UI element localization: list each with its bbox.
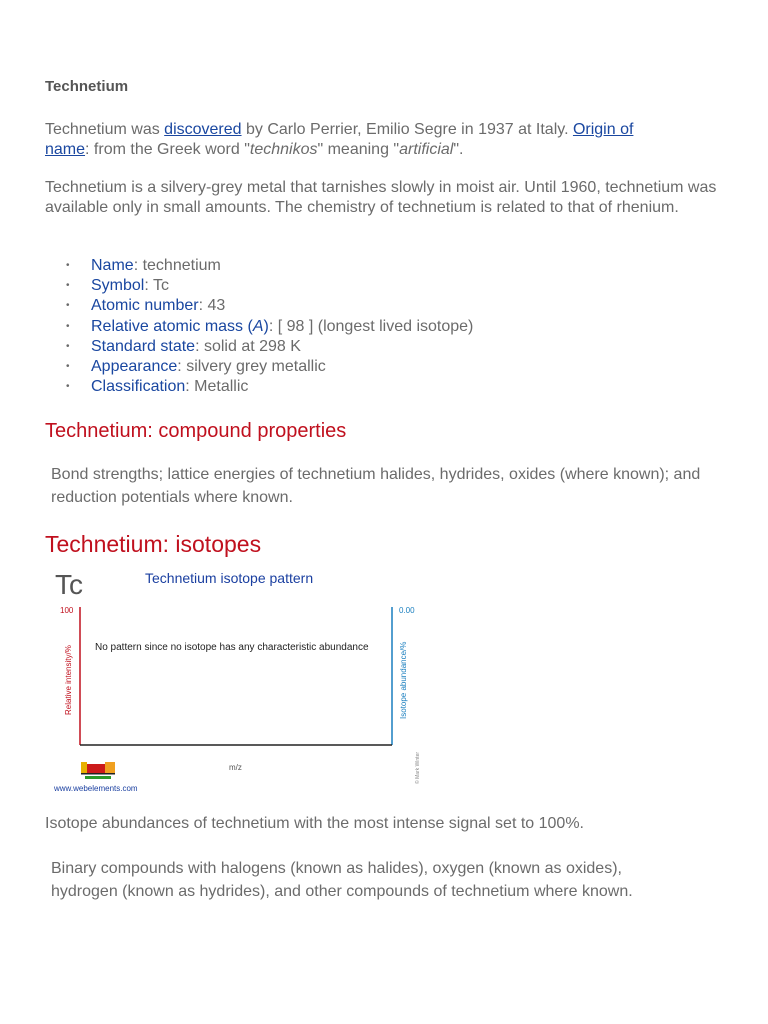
intro-text-3: : from the Greek word " — [85, 141, 250, 158]
binary-compounds-text: Binary compounds with halogens (known as halides), oxygen (known as oxides), hydrogen (known as hydrides), and other compounds of technetium where known. — [51, 860, 633, 900]
fact-key-atomic-mass-a[interactable]: Relative atomic mass ( — [91, 317, 253, 335]
periodic-table-icon — [81, 762, 115, 779]
isotope-chart-svg — [45, 562, 435, 802]
element-symbol: Tc — [55, 569, 83, 600]
intro-text-2: by Carlo Perrier, Emilio Segre in 1937 at Italy. — [241, 121, 573, 138]
bullet-icon: • — [66, 280, 70, 292]
page-heading: Technetium — [45, 78, 129, 95]
greek-word: technikos — [249, 141, 318, 158]
left-axis-label: Relative intensity/% — [64, 645, 73, 715]
intro-text-1: Technetium was — [45, 121, 165, 138]
fact-value-atomic-mass: : [ 98 ] (longest lived isotope) — [268, 317, 474, 335]
fact-item-appearance — [45, 357, 473, 377]
fact-key-atomic-mass-italic[interactable]: A — [252, 317, 264, 335]
fact-value-name: : technetium — [133, 257, 221, 274]
fact-value-symbol: : Tc — [144, 277, 169, 295]
fact-item-symbol — [45, 276, 473, 296]
left-top-tick: 100 — [60, 606, 74, 615]
intro-text-4: " meaning " — [317, 141, 400, 158]
fact-key-standard-state[interactable]: Standard state — [91, 337, 196, 355]
chart-title: Technetium isotope pattern — [145, 570, 314, 586]
discovered-link[interactable]: discovered — [164, 121, 242, 138]
no-pattern-message: No pattern since no isotope has any characteristic abundance — [95, 642, 369, 653]
bullet-icon: • — [66, 260, 70, 271]
bullet-icon: • — [66, 300, 70, 312]
fact-value-appearance: : silvery grey metallic — [177, 358, 326, 376]
isotope-pattern-chart — [45, 562, 435, 802]
fact-item-atomic-mass — [45, 317, 473, 337]
fact-key-appearance[interactable]: Appearance — [91, 358, 178, 376]
x-axis-label: m/z — [229, 763, 242, 772]
bullet-icon: • — [66, 340, 70, 352]
fact-value-standard-state: : solid at 298 K — [195, 337, 301, 355]
fact-value-atomic-number: : 43 — [198, 297, 226, 315]
isotopes-title: Technetium: isotopes — [45, 531, 262, 557]
isotope-caption: Isotope abundances of technetium with the most intense signal set to 100%. — [45, 815, 584, 832]
origin-link-part-a[interactable]: Origin of — [572, 121, 634, 138]
right-top-tick: 0.00 — [399, 606, 415, 615]
bullet-icon: • — [66, 320, 70, 332]
intro-paragraph — [45, 120, 735, 160]
compound-properties-title: Technetium: compound properties — [45, 420, 347, 442]
fact-key-classification[interactable]: Classification — [91, 378, 186, 396]
fact-item-classification — [45, 377, 473, 397]
meaning-word: artificial — [399, 141, 454, 158]
description-paragraph: Technetium is a silvery-grey metal that tarnishes slowly in moist air. Until 1960, technetium was available only in small amounts. The chemistry of technetium is related to that of rhenium. — [45, 179, 717, 216]
intro-text-5: ". — [453, 141, 464, 158]
fact-key-atomic-number[interactable]: Atomic number — [91, 297, 199, 315]
fact-key-atomic-mass-end[interactable]: ) — [263, 317, 269, 335]
fact-item-atomic-number — [45, 296, 473, 316]
bullet-icon: • — [66, 361, 70, 373]
fact-value-classification: : Metallic — [185, 378, 249, 396]
facts-list — [45, 256, 473, 397]
source-link[interactable]: www.webelements.com — [54, 784, 138, 793]
fact-key-name[interactable]: Name — [91, 257, 134, 274]
credit-vertical: © Mark Winter — [415, 751, 421, 784]
origin-link-part-b[interactable]: name — [45, 141, 86, 158]
right-axis-label: Isotope abundance/% — [399, 641, 408, 719]
fact-key-atomic-mass[interactable] — [91, 318, 269, 335]
fact-item-name — [45, 256, 473, 276]
fact-key-symbol[interactable]: Symbol — [91, 277, 145, 295]
compound-properties-text: Bond strengths; lattice energies of technetium halides, hydrides, oxides (where known); and reduction potentials where known. — [51, 466, 701, 506]
bullet-icon: • — [66, 381, 70, 393]
fact-item-standard-state — [45, 337, 473, 357]
